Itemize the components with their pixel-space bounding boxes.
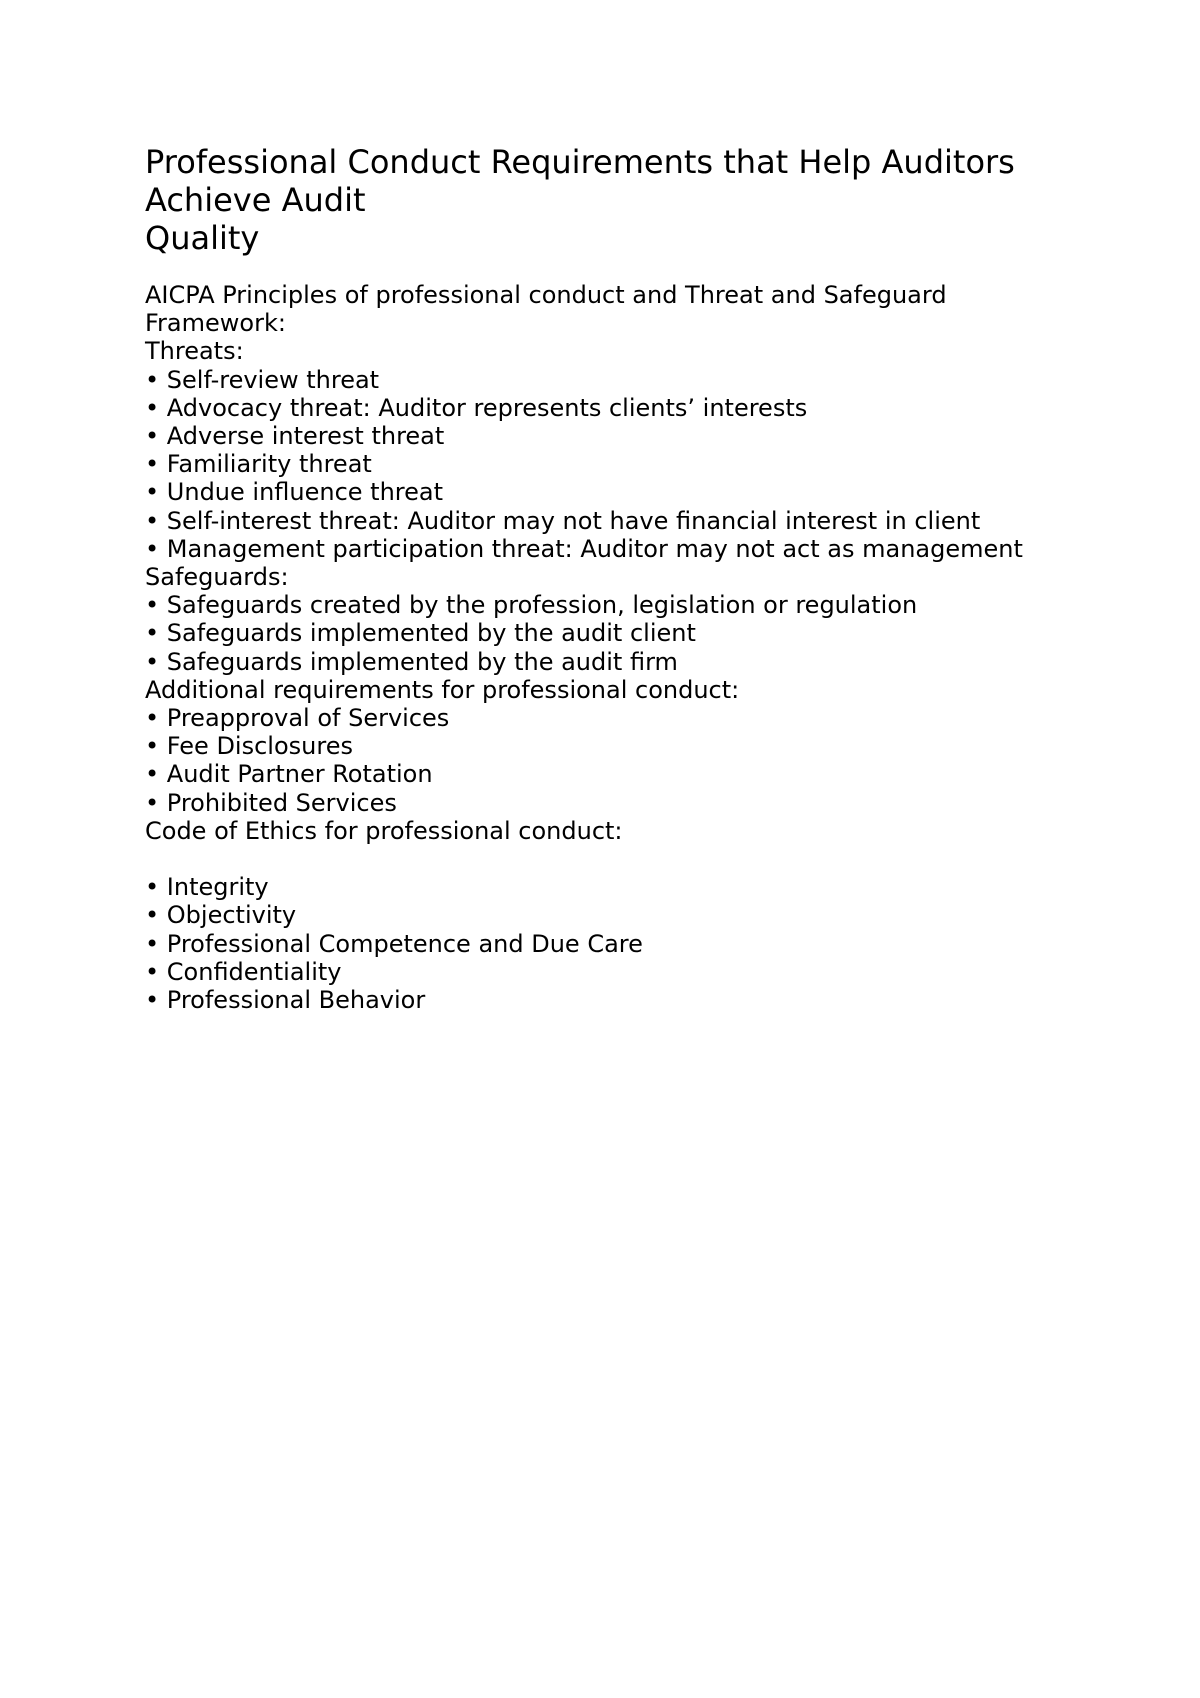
title-line: Achieve Audit: [145, 181, 366, 219]
threat-item: • Self-interest threat: Auditor may not have financial interest in client: [145, 506, 981, 535]
safeguard-item: • Safeguards implemented by the audit firm: [145, 647, 678, 676]
ethics-item: • Confidentiality: [145, 957, 342, 986]
threat-item: • Undue influence threat: [145, 478, 444, 507]
document-title: [145, 143, 1165, 257]
ethics-item: • Integrity: [145, 873, 269, 902]
threat-item: • Management participation threat: Auditor may not act as management: [145, 534, 1023, 563]
threat-item: • Adverse interest threat: [145, 422, 445, 451]
additional-item: • Audit Partner Rotation: [145, 760, 433, 789]
additional-heading: Additional requirements for professional conduct:: [145, 675, 740, 704]
additional-item: • Fee Disclosures: [145, 732, 353, 761]
intro-line: Framework:: [145, 309, 286, 338]
title-line: Quality: [145, 219, 260, 257]
document-body: [145, 281, 1165, 1014]
ethics-item: • Professional Competence and Due Care: [145, 929, 643, 958]
safeguard-item: • Safeguards implemented by the audit client: [145, 619, 696, 648]
title-line: Professional Conduct Requirements that Help Auditors: [145, 143, 1015, 181]
threat-item: • Familiarity threat: [145, 450, 372, 479]
ethics-item: • Professional Behavior: [145, 986, 426, 1015]
threat-item: • Self-review threat: [145, 365, 380, 394]
additional-item: • Preapproval of Services: [145, 704, 450, 733]
safeguard-item: • Safeguards created by the profession, legislation or regulation: [145, 591, 918, 620]
ethics-item: • Objectivity: [145, 901, 297, 930]
safeguards-heading: Safeguards:: [145, 563, 289, 592]
intro-line: AICPA Principles of professional conduct and Threat and Safeguard: [145, 281, 947, 309]
document-page: [145, 143, 1165, 1014]
blank-line: [145, 845, 1165, 873]
ethics-heading: Code of Ethics for professional conduct:: [145, 816, 623, 845]
threat-item: • Advocacy threat: Auditor represents clients’ interests: [145, 393, 808, 422]
threats-heading: Threats:: [145, 337, 244, 366]
additional-item: • Prohibited Services: [145, 788, 397, 817]
